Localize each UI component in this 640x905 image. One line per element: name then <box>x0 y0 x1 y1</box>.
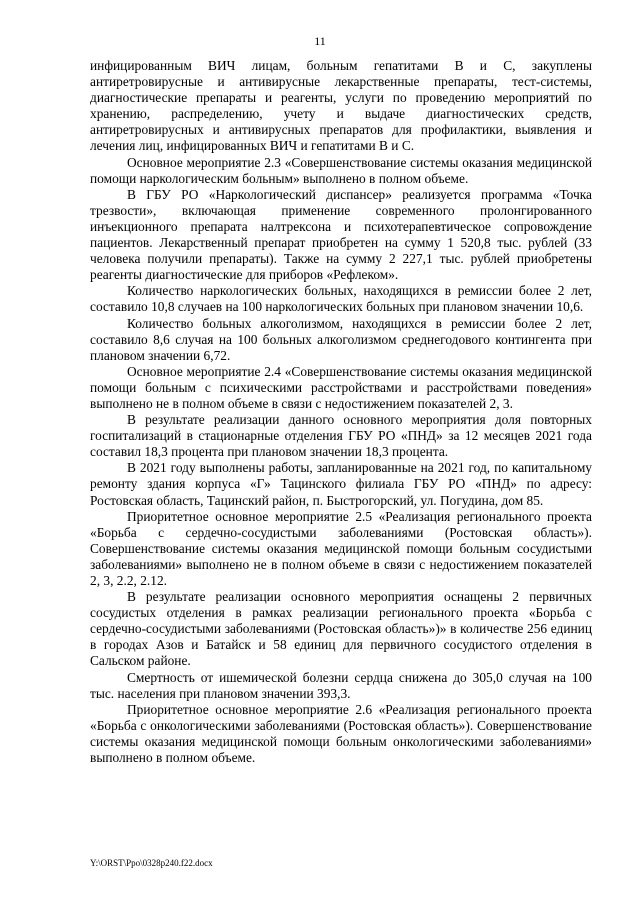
paragraph-alcoholism-remission: Количество больных алкоголизмом, находящихся в ремиссии более 2 лет, составило 8,6 случая на 100 больных алкоголизмом среднегодового контингента при плановом значении 6,72. <box>90 315 592 363</box>
page-number: 11 <box>314 34 326 48</box>
paragraph-narcology-remission: Количество наркологических больных, находящихся в ремиссии более 2 лет, составило 10,8 случаев на 100 наркологических больных при плановом значении 10,6. <box>90 283 592 315</box>
footer-file-path: Y:\ORST\Ppo\0328p240.f22.docx <box>90 858 213 868</box>
paragraph-measure-2-5: Приоритетное основное мероприятие 2.5 «Реализация регионального проекта «Борьба с сердечно-сосудистыми заболеваниями (Ростовская область»). Совершенствование системы оказания медицинской помощи больным сосудистыми заболеваниями» выполнено не в полном объеме в связи с недостижением показателей 2, 3, 2.2, 2.12. <box>90 508 592 588</box>
paragraph-repair-works: В 2021 году выполнены работы, запланированные на 2021 год, по капитальному ремонту здания корпуса «Г» Тацинского филиала ГБУ РО «ПНД» по адресу: Ростовская область, Тацинский район, п. Быстрогорский, ул. Погудина, дом 85. <box>90 460 592 508</box>
paragraph-measure-2-3: Основное мероприятие 2.3 «Совершенствование системы оказания медицинской помощи наркологическим больным» выполнено в полном объеме. <box>90 154 592 186</box>
paragraph-sobriety-program: В ГБУ РО «Наркологический диспансер» реализуется программа «Точка трезвости», включающая применение современного пролонгированного инъекционного препарата налтрексона и психотерапевтическое сопровождение пациентов. Лекарственный препарат приобретен на сумму 1 520,8 тыс. рублей (33 человека получили препараты). Также на сумму 2 227,1 тыс. рублей приобретены реагенты диагностические для приборов «Рефлеком». <box>90 186 592 283</box>
paragraph-measure-2-6: Приоритетное основное мероприятие 2.6 «Реализация регионального проекта «Борьба с онкологическими заболеваниями (Ростовская область»). Совершенствование системы оказания медицинской помощи больным онкологическими заболеваниями» выполнено в полном объеме. <box>90 701 592 766</box>
paragraph-vascular-equipment: В результате реализации основного мероприятия оснащены 2 первичных сосудистых отделения в рамках реализации регионального проекта «Борьба с сердечно-сосудистыми заболеваниями (Ростовская область»)» в количестве 256 единиц в городах Азов и Батайск и 58 единиц для первичного сосудистого отделения в Сальском районе. <box>90 589 592 669</box>
paragraph-ischemic-mortality: Смертность от ишемической болезни сердца снижена до 305,0 случая на 100 тыс. населения при плановом значении 393,3. <box>90 669 592 701</box>
paragraph-measure-2-4: Основное мероприятие 2.4 «Совершенствование системы оказания медицинской помощи больным с психическими расстройствами и расстройствами поведения» выполнено не в полном объеме в связи с недостижением показателей 2, 3. <box>90 363 592 411</box>
paragraph-hiv-purchases: инфицированным ВИЧ лицам, больным гепатитами В и С, закуплены антиретровирусные и антивирусные лекарственные препараты, тест-системы, диагностические препараты и реагенты, услуги по проведению мероприятий по хранению, распределению, учету и выдаче диагностических средств, антиретровирусных и антивирусных препаратов для профилактики, выявления и лечения лиц, инфицированных ВИЧ и гепатитами В и С. <box>90 58 592 154</box>
paragraph-rehospitalization: В результате реализации данного основного мероприятия доля повторных госпитализаций в стационарные отделения ГБУ РО «ПНД» за 12 месяцев 2021 года составил 18,3 процента при плановом значении 18,3 процента. <box>90 412 592 460</box>
document-body <box>90 58 592 766</box>
